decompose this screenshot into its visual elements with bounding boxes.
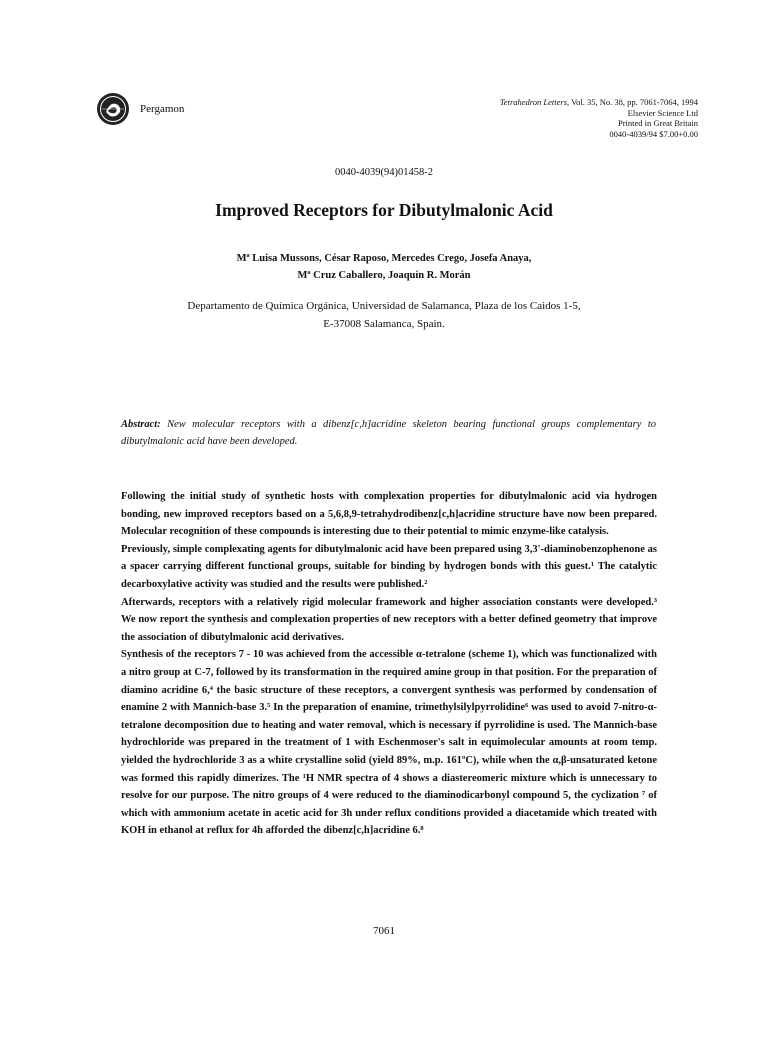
article-title: Improved Receptors for Dibutylmalonic Acid [215,200,553,220]
body-paragraph-1: Following the initial study of synthetic hosts with complexation properties for dibutylmalonic acid via hydrogen bonding, new improved receptors based on a 5,6,8,9-tetrahydrodibenz[c,h]acridine structure have now been prepared. Molecular recognition of these compounds is interesting due to their potential to mimic enzyme-like catalysis. [121,491,657,538]
authors-block [0,250,768,284]
body-paragraph-4: Synthesis of the receptors 7 - 10 was achieved from the accessible α-tetralone (scheme 1), which was functionalized with a nitro group at C-7, followed by its transformation in the required amine group in that position. For the preparation of diamino acridine 6,⁴ the basic structure of these receptors, a convergent synthesis was performed by condensation of enamine 2 with Mannich-base 3.⁵ In the preparation of enamine, trimethylsilylpyrrolidine⁶ was used to avoid 7-nitro-α-tetralone decomposition due to heating and water removal, which is necessary if pyrrolidine is used. The Mannich-base hydrochloride was prepared in the treatment of 1 with Eschenmoser's salt in equimolecular amounts at room temp. yielded the hydrochloride 3 as a white crystalline solid (yield 89%, m.p. 161ºC), while when the α,β-unsaturated ketone was formed this rapidly dimerizes. The ¹H NMR spectra of 4 shows a diastereomeric mixture which is unnecessary to resolve for our purpose. The nitro groups of 4 were reduced to the diaminodicarbonyl compound 5, the cyclization ⁷ of which with ammonium acetate in acetic acid for 3h under reflux conditions provided a diacetamide which treated with KOH in ethanol at reflux for 4h afforded the dibenz[c,h]acridine 6.⁸ [121,649,657,837]
pergamon-logo-icon [96,92,130,126]
body-text [121,488,657,840]
citation-line-1: Tetrahedron Letters, Vol. 35, No. 38, pp. 7061-7064, 1994 [499,97,698,107]
affiliation-line-2: E-37008 Salamanca, Spain. [323,318,445,330]
affiliation-line-1: Departamento de Química Orgánica, Universidad de Salamanca, Plaza de los Caidos 1-5, [187,300,581,312]
authors-line-2: Mª Cruz Caballero, Joaquín R. Morán [297,270,471,281]
page-number: 7061 [373,925,395,937]
publisher-name: Pergamon [140,103,185,115]
body-paragraph-3: Afterwards, receptors with a relatively rigid molecular framework and higher association constants were developed.³ We now report the synthesis and complexation properties of new receptors with a better defined geometry that improve the association of dibutylmalonic acid derivatives. [121,596,657,643]
citation-line-2: Elsevier Science Ltd [627,107,698,118]
abstract [121,416,656,450]
body-paragraph-2: Previously, simple complexating agents for dibutylmalonic acid have been prepared using 3,3'-diaminobenzophenone as a spacer carrying different functional groups, suitable for binding by hydrogen bonds with this guest.¹ The catalytic decarboxylative activity was studied and the results were published.² [121,543,657,590]
journal-name: Tetrahedron Letters, [499,97,570,107]
citation-block [500,97,698,139]
citation-line-3: Printed in Great Britain [617,118,698,128]
authors-line-1: Mª Luisa Mussons, César Raposo, Mercedes Crego, Josefa Anaya, [236,253,532,264]
affiliation-block [0,297,768,333]
abstract-label: Abstract: [121,419,161,430]
citation-line-4: 0040-4039/94 $7.00+0.00 [609,128,698,139]
abstract-text: New molecular receptors with a dibenz[c,h]acridine skeleton bearing functional groups complementary to dibutylmalonic acid have been developed. [121,419,656,447]
doi-code: 0040-4039(94)01458-2 [335,167,433,178]
